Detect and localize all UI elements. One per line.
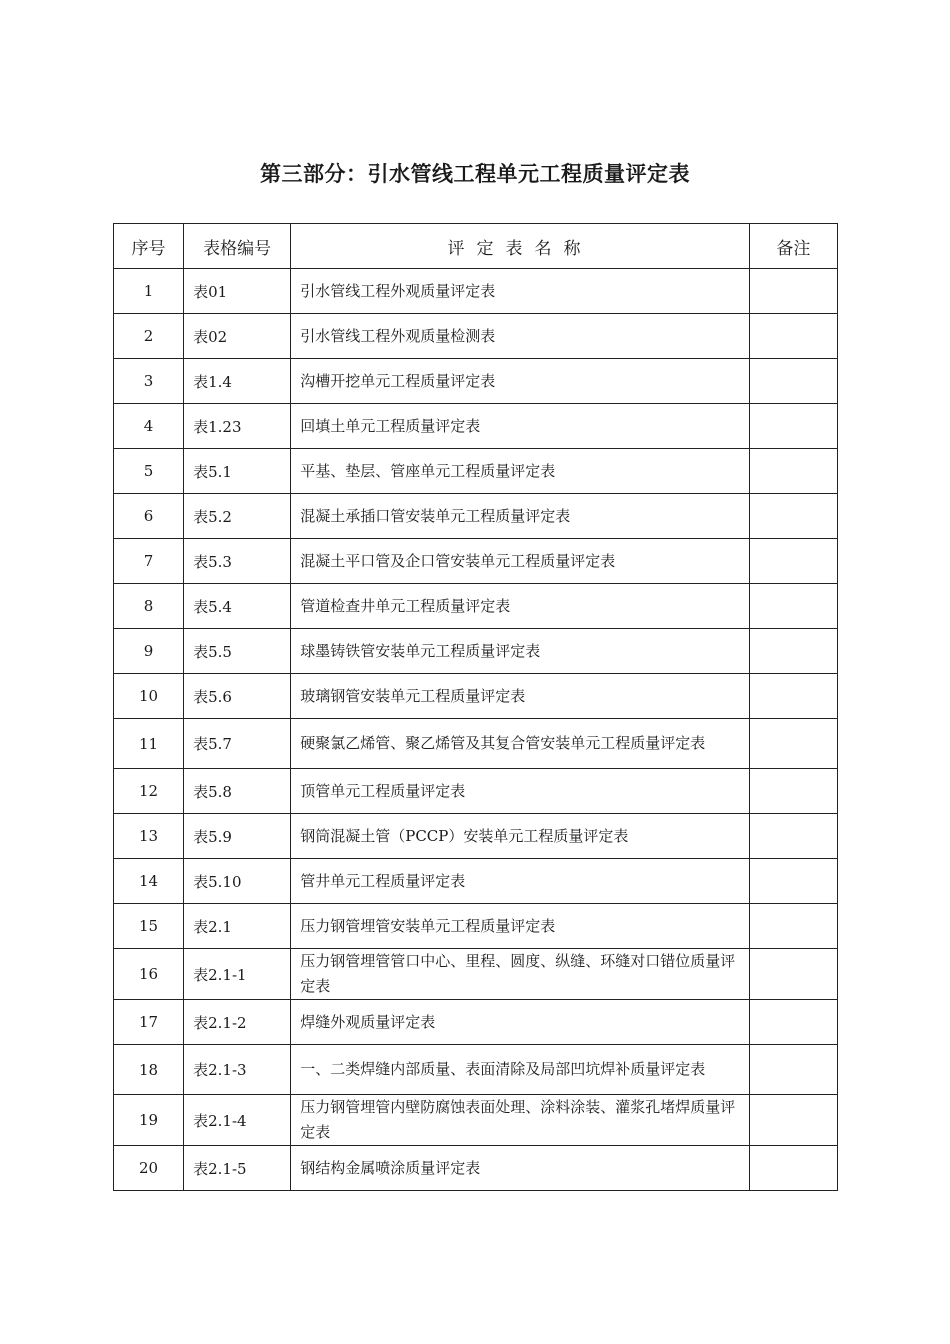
row-code-cell: 表2.1-4 <box>184 1095 291 1146</box>
row-seq-cell: 9 <box>114 629 184 674</box>
table-row <box>114 1000 838 1045</box>
row-code-cell: 表5.9 <box>184 814 291 859</box>
row-seq-cell: 13 <box>114 814 184 859</box>
row-seq-cell: 1 <box>114 269 184 314</box>
row-name-cell: 顶管单元工程质量评定表 <box>291 769 750 814</box>
table-row <box>114 1045 838 1095</box>
row-seq-cell: 14 <box>114 859 184 904</box>
table-row <box>114 629 838 674</box>
evaluation-form-index-table <box>113 223 838 1191</box>
row-name-cell: 玻璃钢管安装单元工程质量评定表 <box>291 674 750 719</box>
row-seq-cell: 6 <box>114 494 184 539</box>
row-name-cell: 压力钢管埋管内壁防腐蚀表面处理、涂料涂装、灌浆孔堵焊质量评定表 <box>291 1095 750 1146</box>
page-title: 第三部分：引水管线工程单元工程质量评定表 <box>260 162 690 186</box>
row-name-cell: 沟槽开挖单元工程质量评定表 <box>291 359 750 404</box>
row-name-cell: 引水管线工程外观质量检测表 <box>291 314 750 359</box>
row-code-cell: 表5.2 <box>184 494 291 539</box>
table-row <box>114 404 838 449</box>
row-code-cell: 表5.4 <box>184 584 291 629</box>
table-row <box>114 314 838 359</box>
row-note-cell <box>749 449 837 494</box>
row-name-cell: 管井单元工程质量评定表 <box>291 859 750 904</box>
row-name-cell: 平基、垫层、管座单元工程质量评定表 <box>291 449 750 494</box>
header-name: 评定表名称 <box>291 224 750 269</box>
row-name-cell: 混凝土承插口管安装单元工程质量评定表 <box>291 494 750 539</box>
row-code-cell: 表1.4 <box>184 359 291 404</box>
row-name-cell: 回填土单元工程质量评定表 <box>291 404 750 449</box>
row-note-cell <box>749 629 837 674</box>
row-name-cell: 引水管线工程外观质量评定表 <box>291 269 750 314</box>
row-seq-cell: 7 <box>114 539 184 584</box>
table-row <box>114 584 838 629</box>
row-note-cell <box>749 949 837 1000</box>
row-note-cell <box>749 1095 837 1146</box>
row-name-cell: 硬聚氯乙烯管、聚乙烯管及其复合管安装单元工程质量评定表 <box>291 719 750 769</box>
row-seq-cell: 17 <box>114 1000 184 1045</box>
row-note-cell <box>749 539 837 584</box>
row-code-cell: 表5.3 <box>184 539 291 584</box>
table-row <box>114 539 838 584</box>
row-code-cell: 表2.1-3 <box>184 1045 291 1095</box>
table-row <box>114 949 838 1000</box>
table-row <box>114 1095 838 1146</box>
table-row <box>114 769 838 814</box>
row-seq-cell: 3 <box>114 359 184 404</box>
row-name-cell: 钢筒混凝土管（PCCP）安装单元工程质量评定表 <box>291 814 750 859</box>
row-note-cell <box>749 1146 837 1191</box>
row-note-cell <box>749 584 837 629</box>
header-code: 表格编号 <box>184 224 291 269</box>
table-row <box>114 814 838 859</box>
row-note-cell <box>749 314 837 359</box>
row-name-cell: 钢结构金属喷涂质量评定表 <box>291 1146 750 1191</box>
row-seq-cell: 15 <box>114 904 184 949</box>
row-note-cell <box>749 494 837 539</box>
row-seq-cell: 20 <box>114 1146 184 1191</box>
row-name-cell: 压力钢管埋管管口中心、里程、圆度、纵缝、环缝对口错位质量评定表 <box>291 949 750 1000</box>
row-code-cell: 表2.1-5 <box>184 1146 291 1191</box>
table-row <box>114 269 838 314</box>
row-code-cell: 表5.6 <box>184 674 291 719</box>
row-note-cell <box>749 404 837 449</box>
table-body <box>114 269 838 1191</box>
row-note-cell <box>749 269 837 314</box>
row-name-cell: 焊缝外观质量评定表 <box>291 1000 750 1045</box>
row-note-cell <box>749 769 837 814</box>
row-code-cell: 表1.23 <box>184 404 291 449</box>
row-note-cell <box>749 814 837 859</box>
row-code-cell: 表01 <box>184 269 291 314</box>
header-seq: 序号 <box>114 224 184 269</box>
table-row <box>114 904 838 949</box>
row-note-cell <box>749 1045 837 1095</box>
row-note-cell <box>749 359 837 404</box>
row-code-cell: 表5.1 <box>184 449 291 494</box>
row-code-cell: 表2.1 <box>184 904 291 949</box>
row-code-cell: 表5.10 <box>184 859 291 904</box>
row-seq-cell: 19 <box>114 1095 184 1146</box>
row-code-cell: 表2.1-1 <box>184 949 291 1000</box>
table-row <box>114 859 838 904</box>
row-name-cell: 管道检查井单元工程质量评定表 <box>291 584 750 629</box>
row-code-cell: 表5.8 <box>184 769 291 814</box>
row-seq-cell: 8 <box>114 584 184 629</box>
table-row <box>114 719 838 769</box>
table-row <box>114 1146 838 1191</box>
row-code-cell: 表5.7 <box>184 719 291 769</box>
row-seq-cell: 16 <box>114 949 184 1000</box>
header-note: 备注 <box>749 224 837 269</box>
row-seq-cell: 10 <box>114 674 184 719</box>
table-row <box>114 449 838 494</box>
table-row <box>114 674 838 719</box>
row-note-cell <box>749 719 837 769</box>
row-code-cell: 表02 <box>184 314 291 359</box>
row-seq-cell: 18 <box>114 1045 184 1095</box>
row-note-cell <box>749 674 837 719</box>
row-seq-cell: 12 <box>114 769 184 814</box>
table-row <box>114 359 838 404</box>
row-name-cell: 球墨铸铁管安装单元工程质量评定表 <box>291 629 750 674</box>
row-seq-cell: 4 <box>114 404 184 449</box>
row-note-cell <box>749 1000 837 1045</box>
row-seq-cell: 2 <box>114 314 184 359</box>
row-note-cell <box>749 904 837 949</box>
row-name-cell: 一、二类焊缝内部质量、表面清除及局部凹坑焊补质量评定表 <box>291 1045 750 1095</box>
row-code-cell: 表5.5 <box>184 629 291 674</box>
row-seq-cell: 11 <box>114 719 184 769</box>
row-name-cell: 混凝土平口管及企口管安装单元工程质量评定表 <box>291 539 750 584</box>
row-note-cell <box>749 859 837 904</box>
row-name-cell: 压力钢管埋管安装单元工程质量评定表 <box>291 904 750 949</box>
table-header-row <box>114 224 838 269</box>
table-row <box>114 494 838 539</box>
row-code-cell: 表2.1-2 <box>184 1000 291 1045</box>
row-seq-cell: 5 <box>114 449 184 494</box>
